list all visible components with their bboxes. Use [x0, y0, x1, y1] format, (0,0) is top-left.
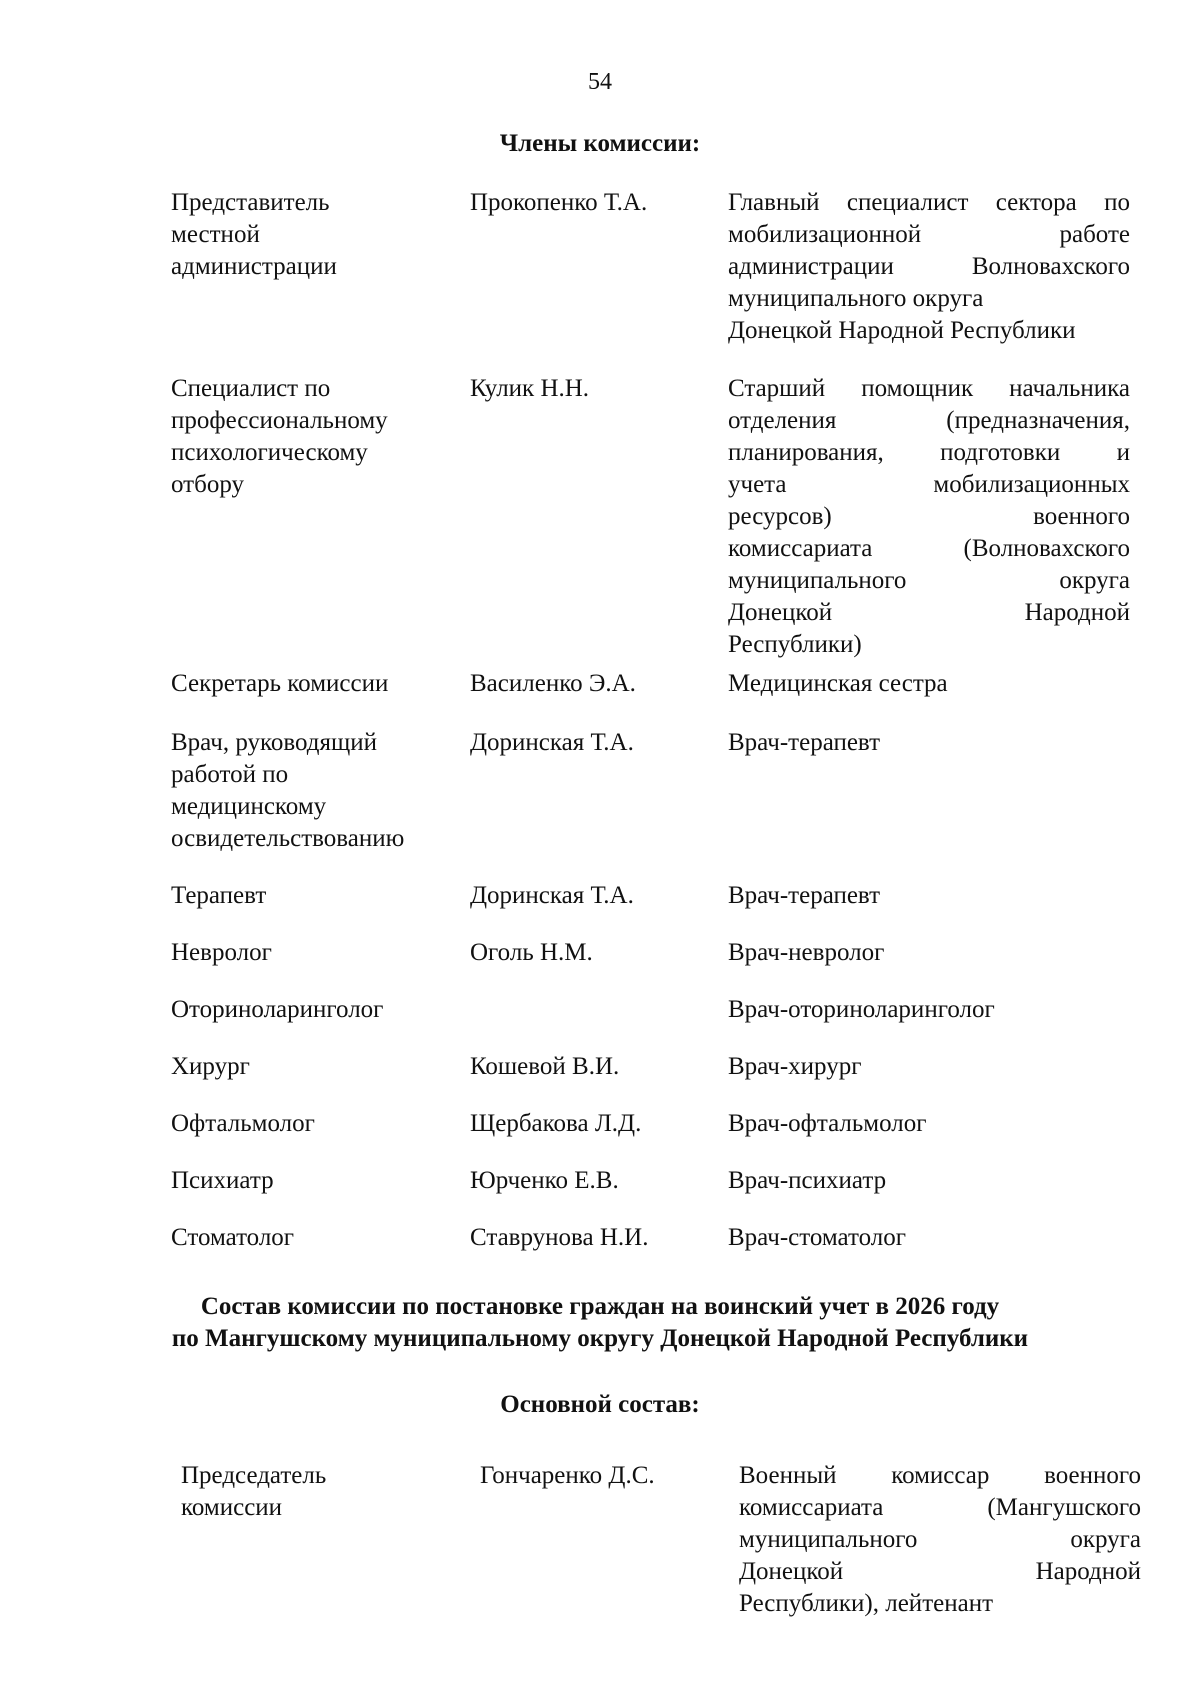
section-title-line: по Мангушскому муниципальному округу Донецкой Народной Республики	[171, 1325, 1029, 1352]
position-line: Донецкой Народной Республики	[728, 317, 1076, 344]
name-cell: Щербакова Л.Д.	[470, 1110, 642, 1137]
position-line: администрации Волновахского	[728, 253, 1130, 280]
role-line: медицинскому	[171, 793, 327, 820]
role-line: Председатель	[181, 1462, 327, 1489]
role-line: комиссии	[181, 1494, 283, 1521]
position-line: муниципального округа	[728, 285, 984, 312]
position-line: Донецкой Народной	[739, 1558, 1141, 1585]
role-line: администрации	[171, 253, 337, 280]
name-cell: Доринская Т.А.	[470, 729, 634, 756]
position-line: Старший помощник начальника	[728, 375, 1130, 402]
name-cell: Прокопенко Т.А.	[470, 189, 648, 216]
role-cell	[171, 187, 446, 283]
position-cell	[739, 1460, 1141, 1620]
position-cell: Врач-офтальмолог	[728, 1110, 927, 1137]
role-line: Представитель	[171, 189, 330, 216]
position-cell	[728, 668, 1130, 700]
role-line: отбору	[171, 471, 244, 498]
position-line: Врач-терапевт	[728, 729, 881, 756]
role-line: профессиональному	[171, 407, 388, 434]
position-line: комиссариата (Волновахского	[728, 535, 1130, 562]
role-cell	[171, 668, 446, 700]
role-line: психологическому	[171, 439, 368, 466]
position-line: отделения (предназначения,	[728, 407, 1130, 434]
role-line: освидетельствованию	[171, 825, 405, 852]
section-heading-main-composition: Основной состав:	[500, 1391, 700, 1418]
position-line: Республики), лейтенант	[739, 1590, 993, 1617]
position-line: мобилизационной работе	[728, 221, 1130, 248]
position-line: комиссариата (Мангушского	[739, 1494, 1141, 1521]
position-line: Республики)	[728, 631, 862, 658]
position-line: ресурсов) военного	[728, 503, 1130, 530]
position-cell: Врач-стоматолог	[728, 1224, 906, 1251]
position-line: планирования, подготовки и	[728, 439, 1130, 466]
position-cell: Врач-терапевт	[728, 882, 881, 909]
page-number: 54	[588, 69, 612, 95]
role-line: Врач, руководящий	[171, 729, 378, 756]
position-cell	[728, 187, 1130, 347]
name-cell: Оголь Н.М.	[470, 939, 593, 966]
role-cell	[171, 727, 446, 855]
name-cell: Гончаренко Д.С.	[480, 1462, 655, 1489]
name-cell: Василенко Э.А.	[470, 670, 636, 697]
name-cell: Кошевой В.И.	[470, 1053, 620, 1080]
position-cell: Врач-невролог	[728, 939, 885, 966]
role-cell	[171, 373, 446, 501]
role-cell	[181, 1460, 456, 1524]
role-line: местной	[171, 221, 260, 248]
role-cell: Хирург	[171, 1053, 250, 1080]
name-cell: Ставрунова Н.И.	[470, 1224, 649, 1251]
position-line: муниципального округа	[739, 1526, 1141, 1553]
position-line: Военный комиссар военного	[739, 1462, 1141, 1489]
role-cell: Терапевт	[171, 882, 267, 909]
position-line: Медицинская сестра	[728, 670, 948, 697]
role-line: работой по	[171, 761, 289, 788]
role-cell: Психиатр	[171, 1167, 274, 1194]
role-cell: Офтальмолог	[171, 1110, 315, 1137]
role-cell: Стоматолог	[171, 1224, 295, 1251]
position-cell: Врач-хирург	[728, 1053, 862, 1080]
name-cell: Юрченко Е.В.	[470, 1167, 619, 1194]
role-cell: Невролог	[171, 939, 272, 966]
name-cell: Кулик Н.Н.	[470, 375, 590, 402]
position-line: муниципального округа	[728, 567, 1130, 594]
name-cell: Доринская Т.А.	[470, 882, 634, 909]
role-cell: Оториноларинголог	[171, 996, 384, 1023]
role-line: Секретарь комиссии	[171, 670, 389, 697]
section-heading-members: Члены комиссии:	[499, 130, 701, 157]
role-line: Специалист по	[171, 375, 331, 402]
position-cell	[728, 373, 1130, 661]
position-cell	[728, 727, 1130, 759]
position-line: учета мобилизационных	[728, 471, 1130, 498]
section-title-line: Состав комиссии по постановке граждан на воинский учет в 2026 году	[200, 1293, 1000, 1320]
position-line: Донецкой Народной	[728, 599, 1130, 626]
position-line: Главный специалист сектора по	[728, 189, 1130, 216]
position-cell: Врач-психиатр	[728, 1167, 887, 1194]
position-cell: Врач-оториноларинголог	[728, 996, 995, 1023]
